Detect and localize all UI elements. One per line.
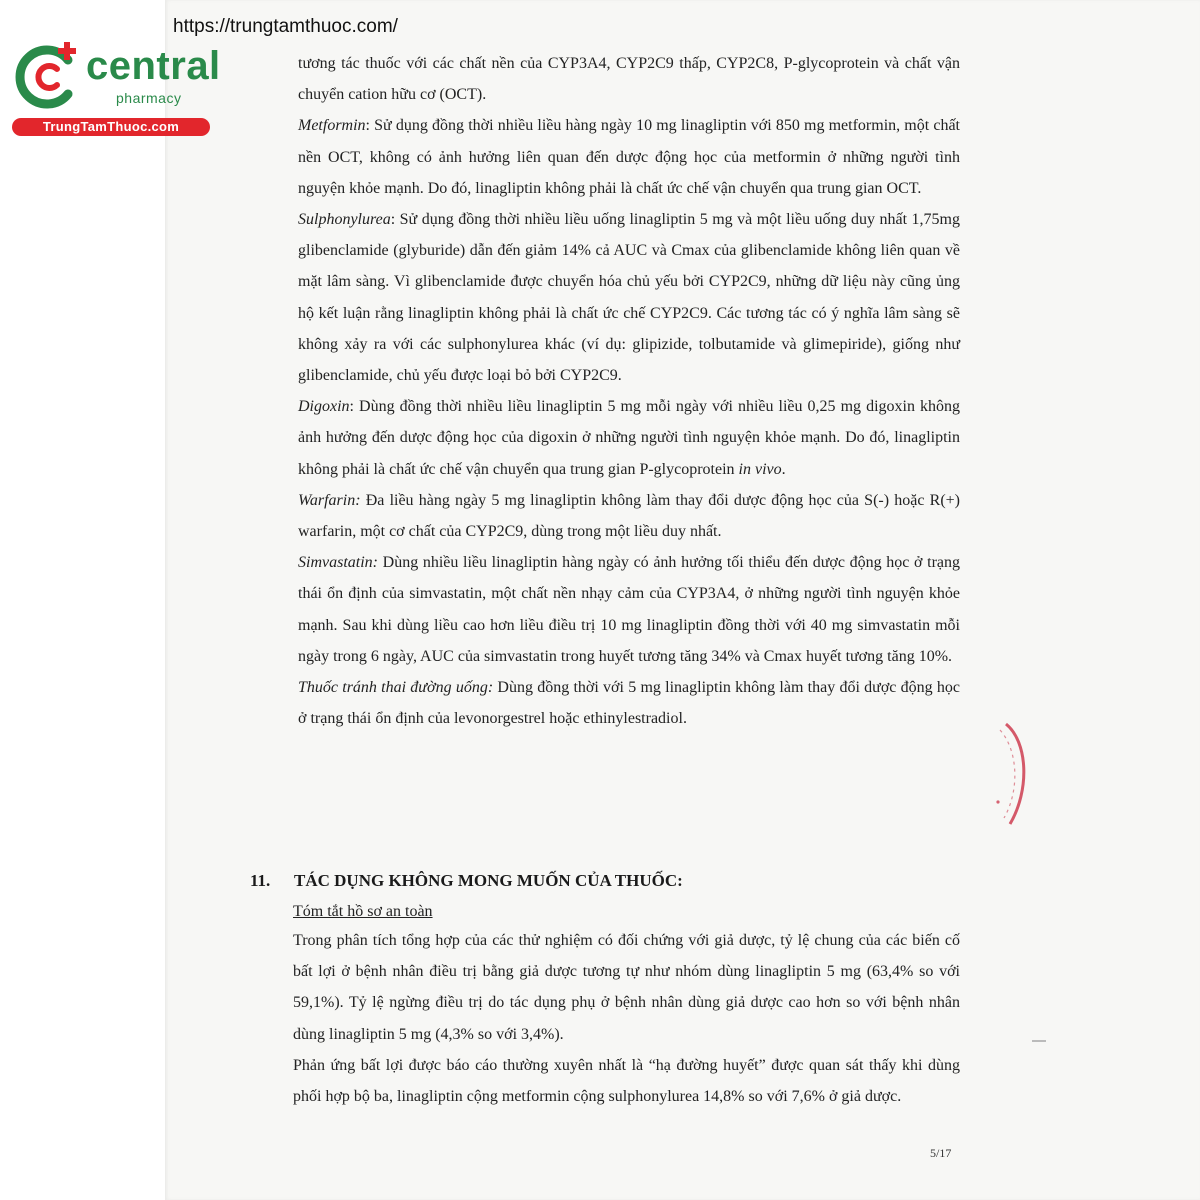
text-sulphonylurea: : Sử dụng đồng thời nhiều liều uống linagliptin 5 mg và một liều uống duy nhất 1,75mg glibenclamide (glyburide) dẫn đến giảm 14% cả AUC và Cmax của glibenclamide không liên quan về mặt lâm sàng. Vì glibenclamide được chuyển hóa chủ yếu bởi CYP2C9, những dữ liệu này cũng ủng hộ kết luận rằng linagliptin không phải là chất ức chế CYP2C9. Các tương tác có ý nghĩa lâm sàng sẽ không xảy ra với các sulphonylurea khác (ví dụ: glipizide, tolbutamide và glimepiride), giống như glibenclamide, chủ yếu được loại bỏ bởi CYP2C9. <box>298 211 960 385</box>
source-url[interactable]: https://trungtamthuoc.com/ <box>173 16 398 37</box>
in-vivo-text: in vivo <box>738 460 782 478</box>
term-digoxin: Digoxin <box>298 398 350 416</box>
safety-summary-subheading: Tóm tắt hồ sơ an toàn <box>293 903 433 920</box>
paragraph-sulphonylurea <box>298 204 960 391</box>
text-simvastatin: Dùng nhiều liều linagliptin hàng ngày có ảnh hưởng tối thiểu đến dược động học ở trạng thái ổn định của simvastatin, một chất nền nhạy cảm của CYP3A4, ở những người tình nguyện khỏe mạnh. Sau khi dùng liều cao hơn liều điều trị 10 mg linagliptin đồng thời với 40 mg simvastatin mỗi ngày trong 6 ngày, AUC của simvastatin trong huyết tương tăng 34% và Cmax huyết tương tăng 10%. <box>298 554 960 665</box>
page-number: 5/17 <box>930 1146 952 1160</box>
logo-subtitle: pharmacy <box>116 90 182 106</box>
text-oral-contraceptive: Dùng đồng thời với 5 mg linagliptin không làm thay đổi dược động học ở trạng thái ổn định của levonorgestrel hoặc ethinylestradiol. <box>298 679 960 728</box>
term-warfarin: Warfarin: <box>298 491 361 509</box>
text-digoxin: : Dùng đồng thời nhiều liều linagliptin 5 mg mỗi ngày với nhiều liều 0,25 mg digoxin không ảnh hưởng đến dược động học của digoxin ở những người tình nguyện khỏe mạnh. Do đó, linagliptin không phải là chất ức chế vận chuyển qua trung gian P-glycoprotein <box>298 398 960 478</box>
page-left-margin <box>0 0 165 1200</box>
section-title: TÁC DỤNG KHÔNG MONG MUỐN CỦA THUỐC: <box>294 871 683 890</box>
interaction-text <box>298 48 960 734</box>
term-sulphonylurea: Sulphonylurea <box>298 211 391 229</box>
adverse-paragraph-2: Phản ứng bất lợi được báo cáo thường xuyên nhất là “hạ đường huyết” được quan sát thấy khi dùng phối hợp bộ ba, linagliptin cộng metformin cộng sulphonylurea 14,8% so với 7,6% ở giả dược. <box>293 1056 960 1106</box>
paragraph-warfarin <box>298 485 960 547</box>
term-simvastatin: Simvastatin: <box>298 554 378 572</box>
term-oral-contraceptive: Thuốc tránh thai đường uống: <box>298 679 494 697</box>
digoxin-end: . <box>781 460 786 478</box>
central-pharmacy-logo[interactable] <box>10 36 221 136</box>
margin-mark <box>1032 1040 1046 1042</box>
adverse-paragraph-1: Trong phân tích tổng hợp của các thử nghiệm có đối chứng với giả dược, tỷ lệ chung của các biến cố bất lợi ở bệnh nhân điều trị bằng giả dược tương tự như nhóm dùng linagliptin 5 mg (63,4% so với 59,1%). Tỷ lệ ngừng điều trị do tác dụng phụ ở bệnh nhân dùng giả dược cao hơn so với bệnh nhân dùng linagliptin 5 mg (4,3% so với 3,4%). <box>293 932 960 1043</box>
logo-wordmark: central <box>86 44 221 88</box>
red-stamp-mark <box>992 720 1032 830</box>
text-warfarin: Đa liều hàng ngày 5 mg linagliptin không làm thay đổi dược động học của S(-) hoặc R(+) warfarin, một cơ chất của CYP2C9, dùng trong một liều duy nhất. <box>298 491 960 541</box>
intro-paragraph: tương tác thuốc với các chất nền của CYP3A4, CYP2C9 thấp, CYP2C8, P-glycoprotein và chất vận chuyển cation hữu cơ (OCT). <box>298 55 960 104</box>
paragraph-oral-contraceptive <box>298 672 960 734</box>
paragraph-metformin <box>298 110 960 204</box>
section-heading <box>250 868 970 894</box>
text-metformin: : Sử dụng đồng thời nhiều liều hàng ngày 10 mg linagliptin với 850 mg metformin, một chất nền OCT, không có ảnh hưởng liên quan đến dược động học của metformin ở những người tình nguyện khỏe mạnh. Do đó, linagliptin không phải là chất ức chế vận chuyển qua trung gian OCT. <box>298 117 960 197</box>
term-metformin: Metformin <box>298 117 366 135</box>
section-number: 11. <box>250 871 271 890</box>
pharmacy-c-cross-icon <box>10 40 84 114</box>
logo-badge: TrungTamThuoc.com <box>12 118 210 136</box>
paragraph-simvastatin <box>298 547 960 672</box>
paragraph-digoxin <box>298 391 960 485</box>
adverse-effects-text <box>293 925 960 1112</box>
